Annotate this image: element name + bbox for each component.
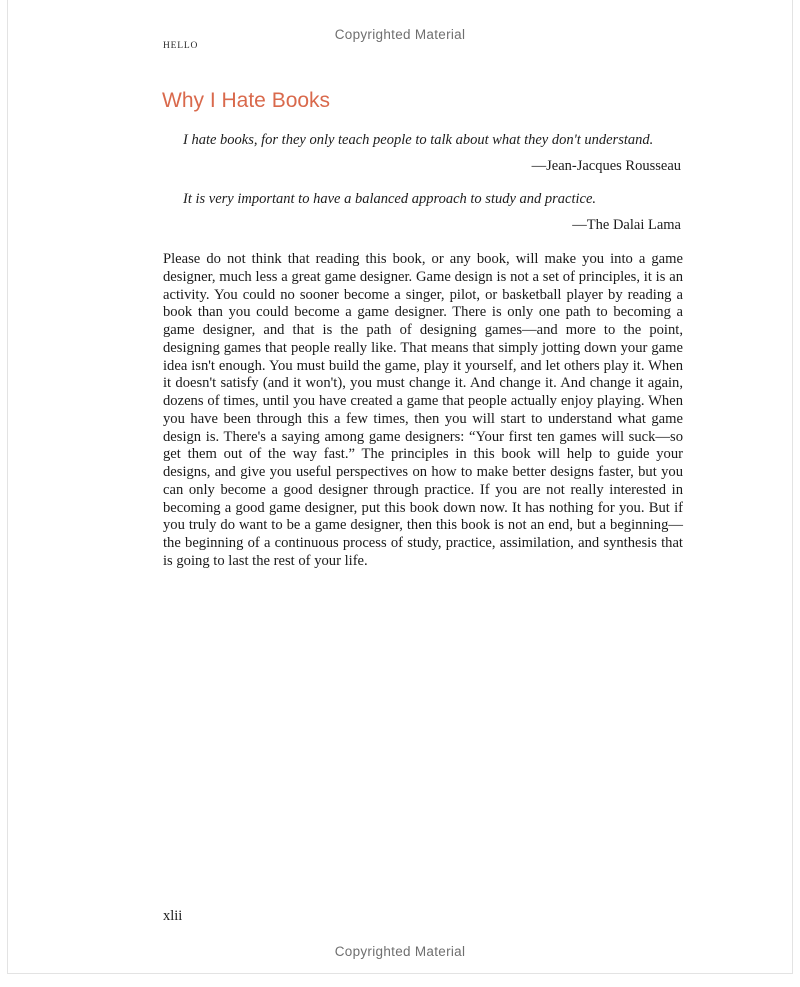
body-paragraph: Please do not think that reading this book, or any book, will make you into a game designer, much less a great game designer. Game design is not a set of principles, it is an activity. You could no sooner become a singer, pilot, or basketball player by reading a book than you could become a game designer. There is only one path to becoming a game designer, and that is the path of designing games—and more to the point, designing games that people really like. That means that simply jotting down your game idea isn't enough. You must build the game, play it yourself, and let others play it. When it doesn't satisfy (and it won't), you must change it. And change it. And change it again, dozens of times, until you have created a game that people actually enjoy playing. When you have been through this a few times, then you will start to understand what game design is. There's a saying among game designers: “Your first ten games will suck—so get them out of the way fast.” The principles in this book will help to guide your designs, and give you useful perspectives on how to make better designs faster, but you can only become a good designer through practice. If you are not really interested in becoming a good game designer, put this book down now. It has nothing for you. But if you truly do want to be a game designer, then this book is not an end, but a beginning—the beginning of a continuous process of study, practice, assimilation, and synthesis that is going to last the rest of your life. (163, 251, 683, 569)
epigraph (183, 190, 681, 234)
epigraph-attribution: —The Dalai Lama (572, 217, 681, 234)
epigraph-quote: It is very important to have a balanced approach to study and practice. (183, 191, 597, 207)
copyright-notice-top: Copyrighted Material (334, 27, 466, 42)
epigraph (183, 131, 681, 175)
page-title: Why I Hate Books (162, 89, 331, 112)
page-number: xlii (163, 908, 183, 924)
running-header: HELLO (163, 41, 199, 51)
epigraph-quote: I hate books, for they only teach people to talk about what they don't understand. (183, 132, 654, 148)
copyright-notice-bottom: Copyrighted Material (334, 944, 466, 959)
epigraph-attribution: —Jean-Jacques Rousseau (531, 158, 681, 175)
